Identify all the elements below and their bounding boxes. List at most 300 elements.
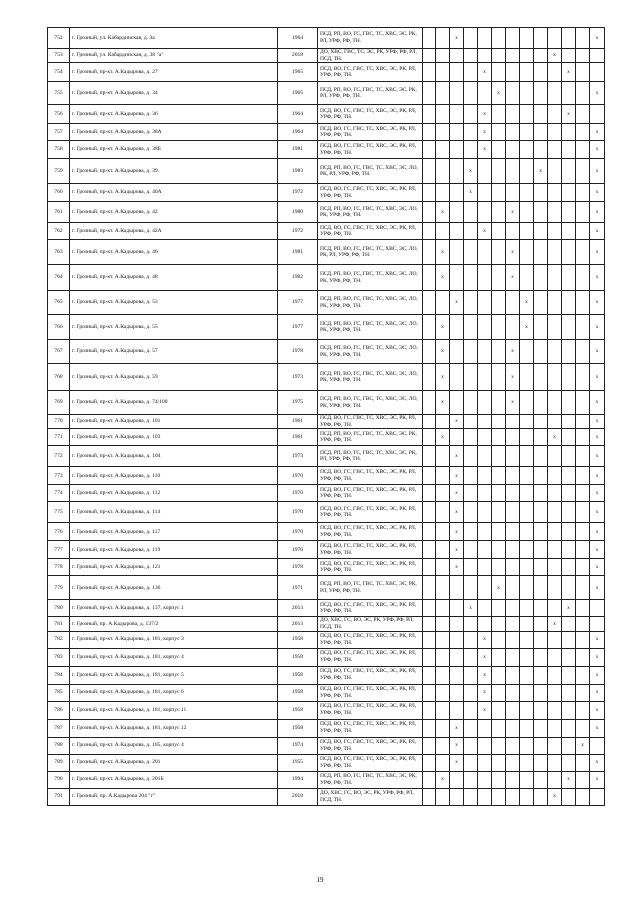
mark-cell [506, 737, 520, 754]
mark-cell: x [590, 340, 605, 364]
mark-cell [548, 523, 562, 541]
mark-cell: x [520, 291, 534, 315]
mark-cell [478, 159, 492, 184]
mark-cell: x [506, 240, 520, 265]
mark-cell: x [492, 576, 506, 600]
works-list-cell: ДО, ХВС, ГВС, ТС, ЭС, РК, УРФ, РФ, РЛ, ПСД, ТН. [318, 49, 423, 63]
mark-cell [548, 184, 562, 202]
mark-cell: x [548, 617, 562, 631]
mark-cell [423, 446, 436, 467]
mark-cell: x [520, 315, 534, 340]
mark-cell [548, 631, 562, 648]
mark-cell [436, 28, 450, 49]
mark-cell [520, 202, 534, 223]
mark-cell [492, 415, 506, 429]
year-built-cell: 1964 [278, 105, 318, 124]
mark-cell [562, 265, 576, 291]
mark-cell [464, 541, 478, 559]
mark-cell [534, 467, 548, 485]
mark-cell [478, 788, 492, 805]
mark-cell [464, 340, 478, 364]
year-built-cell: 1982 [278, 265, 318, 291]
works-list-cell: ПСД, ВО, ГС, ГВС, ТС, ХВС, ЭС, РК, РЛ, УРФ, РФ, ТН. [318, 415, 423, 429]
mark-cell [562, 631, 576, 648]
address-cell: г. Грозный, пр-кт. А.Кадырова, д. 181, корпус 11 [70, 701, 278, 719]
mark-cell: x [534, 159, 548, 184]
mark-cell [450, 240, 464, 265]
mark-cell [576, 467, 590, 485]
address-cell: г. Грозный, пр-кт. А.Кадырова, д. 201Б [70, 771, 278, 788]
mark-cell [492, 754, 506, 771]
mark-cell [548, 159, 562, 184]
mark-cell [562, 467, 576, 485]
row-number-cell: 759 [48, 159, 70, 184]
works-list-cell: ПСД, РП, ВО, ГС, ГВС, ТС, ХВС, ЭС, РК, РЛ, УРФ, РФ, ТН. [318, 82, 423, 105]
mark-cell [478, 771, 492, 788]
row-number-cell: 774 [48, 485, 70, 502]
mark-cell [520, 648, 534, 666]
mark-cell: x [506, 340, 520, 364]
row-number-cell: 782 [48, 631, 70, 648]
mark-cell [576, 771, 590, 788]
mark-cell [423, 559, 436, 576]
mark-cell [464, 737, 478, 754]
works-list-cell: ПСД, РП, ВО, ГС, ГВС, ТС, ХВС, ЭС, ЛО, РК, УРФ, РФ, ТН. [318, 291, 423, 315]
mark-cell [450, 265, 464, 291]
row-number-cell: 783 [48, 648, 70, 666]
mark-cell: x [562, 105, 576, 124]
table-row [48, 467, 605, 485]
mark-cell [548, 202, 562, 223]
mark-cell: x [548, 429, 562, 446]
mark-cell [423, 184, 436, 202]
row-number-cell: 753 [48, 49, 70, 63]
mark-cell [436, 502, 450, 523]
year-built-cell: 1977 [278, 315, 318, 340]
works-list-cell: ПСД, ВО, ГС, ГВС, ТС, ХВС, ЭС, РК, РЛ, УРФ, РФ, ТН. [318, 105, 423, 124]
mark-cell [506, 63, 520, 82]
mark-cell [423, 240, 436, 265]
mark-cell [478, 49, 492, 63]
mark-cell [562, 446, 576, 467]
mark-cell: x [590, 240, 605, 265]
table-row [48, 159, 605, 184]
mark-cell [534, 502, 548, 523]
mark-cell [506, 141, 520, 159]
mark-cell [548, 141, 562, 159]
year-built-cell: 1978 [278, 559, 318, 576]
year-built-cell: 2013 [278, 617, 318, 631]
mark-cell [520, 391, 534, 415]
mark-cell: x [450, 415, 464, 429]
mark-cell [492, 771, 506, 788]
mark-cell [450, 159, 464, 184]
mark-cell [576, 340, 590, 364]
mark-cell [506, 576, 520, 600]
mark-cell [423, 315, 436, 340]
mark-cell [478, 429, 492, 446]
mark-cell [464, 684, 478, 701]
mark-cell [520, 184, 534, 202]
mark-cell [534, 523, 548, 541]
mark-cell [548, 63, 562, 82]
table-row [48, 559, 605, 576]
year-built-cell: 1974 [278, 737, 318, 754]
mark-cell [590, 617, 605, 631]
mark-cell [562, 541, 576, 559]
mark-cell [478, 446, 492, 467]
mark-cell [562, 559, 576, 576]
mark-cell: x [464, 600, 478, 617]
table-row [48, 391, 605, 415]
mark-cell [506, 719, 520, 737]
year-built-cell: 1973 [278, 364, 318, 391]
mark-cell [478, 523, 492, 541]
year-built-cell: 1972 [278, 184, 318, 202]
mark-cell: x [548, 49, 562, 63]
mark-cell [562, 788, 576, 805]
mark-cell [423, 467, 436, 485]
mark-cell [576, 63, 590, 82]
mark-cell [450, 223, 464, 240]
works-list-cell: ПСД, ВО, ГС, ГВС, ТС, ХВС, ЭС, РК, РЛ, УРФ, РФ, ТН. [318, 719, 423, 737]
mark-cell: x [436, 364, 450, 391]
address-cell: г. Грозный, пр-кт. А.Кадырова, д. 136 [70, 576, 278, 600]
works-list-cell: ПСД, ВО, ГС, ГВС, ТС, ХВС, ЭС, РК, РЛ, УРФ, РФ, ТН. [318, 223, 423, 240]
mark-cell: x [478, 105, 492, 124]
mark-cell [562, 141, 576, 159]
mark-cell [520, 240, 534, 265]
mark-cell [520, 223, 534, 240]
mark-cell [576, 701, 590, 719]
mark-cell [492, 617, 506, 631]
row-number-cell: 755 [48, 82, 70, 105]
mark-cell [576, 265, 590, 291]
mark-cell [520, 523, 534, 541]
year-built-cell: 1964 [278, 124, 318, 141]
mark-cell [423, 82, 436, 105]
year-built-cell: 1958 [278, 648, 318, 666]
mark-cell [450, 63, 464, 82]
mark-cell [534, 184, 548, 202]
mark-cell: x [590, 771, 605, 788]
works-list-cell: ПСД, ВО, ГС, ГВС, ТС, ХВС, ЭС, РК, РЛ, УРФ, РФ, ТН. [318, 541, 423, 559]
mark-cell [478, 391, 492, 415]
year-built-cell: 1978 [278, 340, 318, 364]
mark-cell [520, 141, 534, 159]
mark-cell [548, 719, 562, 737]
row-number-cell: 768 [48, 364, 70, 391]
mark-cell [548, 701, 562, 719]
mark-cell [576, 184, 590, 202]
mark-cell [423, 754, 436, 771]
mark-cell [450, 788, 464, 805]
address-cell: г. Грозный, пр-кт. А.Кадырова, д. 38Б [70, 141, 278, 159]
mark-cell [520, 364, 534, 391]
mark-cell [534, 429, 548, 446]
year-built-cell: 1980 [278, 202, 318, 223]
mark-cell [548, 415, 562, 429]
mark-cell [576, 105, 590, 124]
mark-cell [576, 684, 590, 701]
mark-cell [492, 648, 506, 666]
address-cell: г. Грозный, ул. Кабардинская, д. 38 "а" [70, 49, 278, 63]
mark-cell [534, 788, 548, 805]
mark-cell [576, 541, 590, 559]
mark-cell [548, 265, 562, 291]
mark-cell [506, 159, 520, 184]
address-cell: г. Грозный, пр-кт. А.Кадырова, д. 117 [70, 523, 278, 541]
mark-cell [464, 523, 478, 541]
mark-cell [548, 576, 562, 600]
works-list-cell: ПСД, РП, ВО, ГС, ГВС, ТС, ХВС, ЭС, РК, УРФ, РФ, ТН. [318, 429, 423, 446]
mark-cell [562, 502, 576, 523]
mark-cell [436, 648, 450, 666]
mark-cell [506, 429, 520, 446]
row-number-cell: 788 [48, 737, 70, 754]
mark-cell [423, 391, 436, 415]
table-row [48, 49, 605, 63]
year-built-cell: 1994 [278, 771, 318, 788]
mark-cell [576, 315, 590, 340]
mark-cell [478, 415, 492, 429]
mark-cell [520, 684, 534, 701]
mark-cell [450, 617, 464, 631]
mark-cell [423, 617, 436, 631]
mark-cell [520, 124, 534, 141]
mark-cell [450, 701, 464, 719]
table-row [48, 124, 605, 141]
mark-cell: x [590, 666, 605, 684]
mark-cell [436, 737, 450, 754]
mark-cell [464, 446, 478, 467]
mark-cell [436, 485, 450, 502]
mark-cell [436, 701, 450, 719]
mark-cell [436, 467, 450, 485]
mark-cell [436, 719, 450, 737]
mark-cell [423, 576, 436, 600]
mark-cell [562, 666, 576, 684]
mark-cell [478, 737, 492, 754]
address-cell: г. Грозный, пр-кт. А.Кадырова, д. 201 [70, 754, 278, 771]
mark-cell [436, 105, 450, 124]
row-number-cell: 790 [48, 771, 70, 788]
mark-cell [576, 576, 590, 600]
row-number-cell: 754 [48, 63, 70, 82]
mark-cell [450, 631, 464, 648]
mark-cell [562, 754, 576, 771]
mark-cell: x [590, 684, 605, 701]
mark-cell [423, 648, 436, 666]
table-row [48, 719, 605, 737]
row-number-cell: 778 [48, 559, 70, 576]
mark-cell [520, 63, 534, 82]
mark-cell [534, 648, 548, 666]
mark-cell: x [436, 340, 450, 364]
year-built-cell: 1971 [278, 576, 318, 600]
mark-cell [534, 737, 548, 754]
mark-cell [520, 446, 534, 467]
mark-cell [478, 291, 492, 315]
mark-cell [576, 600, 590, 617]
mark-cell [562, 576, 576, 600]
mark-cell [464, 576, 478, 600]
mark-cell [520, 631, 534, 648]
mark-cell [520, 415, 534, 429]
year-built-cell: 2013 [278, 600, 318, 617]
year-built-cell: 1976 [278, 541, 318, 559]
mark-cell [576, 49, 590, 63]
mark-cell: x [590, 265, 605, 291]
mark-cell [464, 701, 478, 719]
mark-cell: x [590, 429, 605, 446]
year-built-cell: 1970 [278, 502, 318, 523]
mark-cell [423, 666, 436, 684]
mark-cell [590, 737, 605, 754]
mark-cell [534, 315, 548, 340]
address-cell: г. Грозный, пр-кт. А.Кадырова, д. 46 [70, 240, 278, 265]
works-list-cell: ПСД, ВО, ГС, ГВС, ТС, ХВС, ЭС, РК, РЛ, УРФ, РФ, ТН. [318, 666, 423, 684]
table-row [48, 265, 605, 291]
mark-cell [590, 788, 605, 805]
address-cell: г. Грозный, пр-кт. А.Кадырова, д. 121 [70, 559, 278, 576]
year-built-cell: 1970 [278, 467, 318, 485]
year-built-cell: 1964 [278, 28, 318, 49]
works-list-cell: ПСД, РП, ВО, ГС, ГВС, ТС, ХВС, ЭС, РК, РЛ, УРФ, РФ, ТН. [318, 446, 423, 467]
mark-cell [520, 49, 534, 63]
mark-cell [534, 541, 548, 559]
mark-cell [548, 105, 562, 124]
mark-cell [423, 141, 436, 159]
works-list-cell: ПСД, ВО, ГС, ГВС, ТС, ХВС, ЭС, РК, РЛ, УРФ, РФ, ТН. [318, 141, 423, 159]
mark-cell: x [436, 202, 450, 223]
table-row [48, 523, 605, 541]
mark-cell [436, 291, 450, 315]
works-list-cell: ПСД, РП, ВО, ГС, ГВС, ТС, ХВС, ЭС, ЛО, РК, РЛ, УРФ, РФ, ТН. [318, 240, 423, 265]
mark-cell [576, 485, 590, 502]
mark-cell [450, 429, 464, 446]
mark-cell [534, 82, 548, 105]
table-row [48, 202, 605, 223]
table-row [48, 63, 605, 82]
mark-cell [590, 63, 605, 82]
mark-cell: x [478, 223, 492, 240]
mark-cell [423, 291, 436, 315]
mark-cell [492, 559, 506, 576]
address-cell: г. Грозный, пр-кт. А.Кадырова, д. 53 [70, 291, 278, 315]
mark-cell [562, 291, 576, 315]
mark-cell [450, 391, 464, 415]
mark-cell [506, 49, 520, 63]
mark-cell [423, 49, 436, 63]
mark-cell [548, 467, 562, 485]
mark-cell: x [590, 523, 605, 541]
mark-cell [576, 391, 590, 415]
mark-cell [464, 391, 478, 415]
row-number-cell: 757 [48, 124, 70, 141]
mark-cell [548, 600, 562, 617]
mark-cell [562, 49, 576, 63]
mark-cell: x [506, 364, 520, 391]
mark-cell [436, 184, 450, 202]
mark-cell [464, 240, 478, 265]
table-row [48, 446, 605, 467]
works-list-cell: ПСД, РП, ВО, ГС, ГВС, ТС, ХВС, ЭС, РК, УРФ, РФ, ТН. [318, 771, 423, 788]
mark-cell [478, 502, 492, 523]
mark-cell [576, 719, 590, 737]
mark-cell [590, 49, 605, 63]
works-list-cell: ПСД, ВО, ГС, ГВС, ТС, ХВС, ЭС, РК, РЛ, УРФ, РФ, ТН. [318, 559, 423, 576]
works-list-cell: ПСД, ВО, ГС, ГВС, ТС, ХВС, ЭС, РК, РЛ, УРФ, РФ, ТН. [318, 467, 423, 485]
mark-cell [464, 105, 478, 124]
row-number-cell: 760 [48, 184, 70, 202]
mark-cell: x [590, 446, 605, 467]
mark-cell [506, 771, 520, 788]
mark-cell: x [590, 223, 605, 240]
table-row [48, 184, 605, 202]
mark-cell [534, 684, 548, 701]
mark-cell [423, 105, 436, 124]
table-row [48, 28, 605, 49]
mark-cell [423, 415, 436, 429]
mark-cell [534, 340, 548, 364]
mark-cell [436, 559, 450, 576]
housing-register-table [47, 27, 605, 806]
mark-cell [464, 315, 478, 340]
mark-cell [492, 600, 506, 617]
table-row [48, 576, 605, 600]
mark-cell [534, 240, 548, 265]
mark-cell [423, 737, 436, 754]
year-built-cell: 1973 [278, 446, 318, 467]
mark-cell [436, 631, 450, 648]
mark-cell [506, 617, 520, 631]
mark-cell [464, 63, 478, 82]
row-number-cell: 781 [48, 617, 70, 631]
table-row [48, 631, 605, 648]
mark-cell [450, 576, 464, 600]
mark-cell: x [562, 63, 576, 82]
mark-cell [534, 701, 548, 719]
year-built-cell: 1958 [278, 701, 318, 719]
mark-cell [478, 82, 492, 105]
mark-cell [534, 265, 548, 291]
mark-cell: x [506, 265, 520, 291]
year-built-cell: 1981 [278, 141, 318, 159]
mark-cell [562, 391, 576, 415]
mark-cell [576, 788, 590, 805]
mark-cell [492, 141, 506, 159]
mark-cell [450, 105, 464, 124]
address-cell: г. Грозный, пр-кт. А.Кадырова, д. 181, корпус 3 [70, 631, 278, 648]
works-list-cell: ПСД, ВО, ГС, ГВС, ТС, ХВС, ЭС, РК, РЛ, УРФ, РФ, ТН. [318, 648, 423, 666]
row-number-cell: 770 [48, 415, 70, 429]
mark-cell [548, 291, 562, 315]
mark-cell [478, 541, 492, 559]
row-number-cell: 780 [48, 600, 70, 617]
mark-cell [478, 467, 492, 485]
works-list-cell: ПСД, ВО, ГС, ГВС, ТС, ХВС, ЭС, РК, РЛ, УРФ, РФ, ТН. [318, 754, 423, 771]
mark-cell [423, 485, 436, 502]
table-row [48, 771, 605, 788]
mark-cell [576, 223, 590, 240]
mark-cell: x [590, 631, 605, 648]
year-built-cell: 1961 [278, 415, 318, 429]
works-list-cell: ПСД, ВО, ГС, ГВС, ТС, ХВС, ЭС, РК, РЛ, УРФ, РФ, ТН. [318, 184, 423, 202]
mark-cell [562, 340, 576, 364]
mark-cell [534, 415, 548, 429]
address-cell: г. Грозный, пр-кт. А.Кадырова, д. 40А [70, 184, 278, 202]
